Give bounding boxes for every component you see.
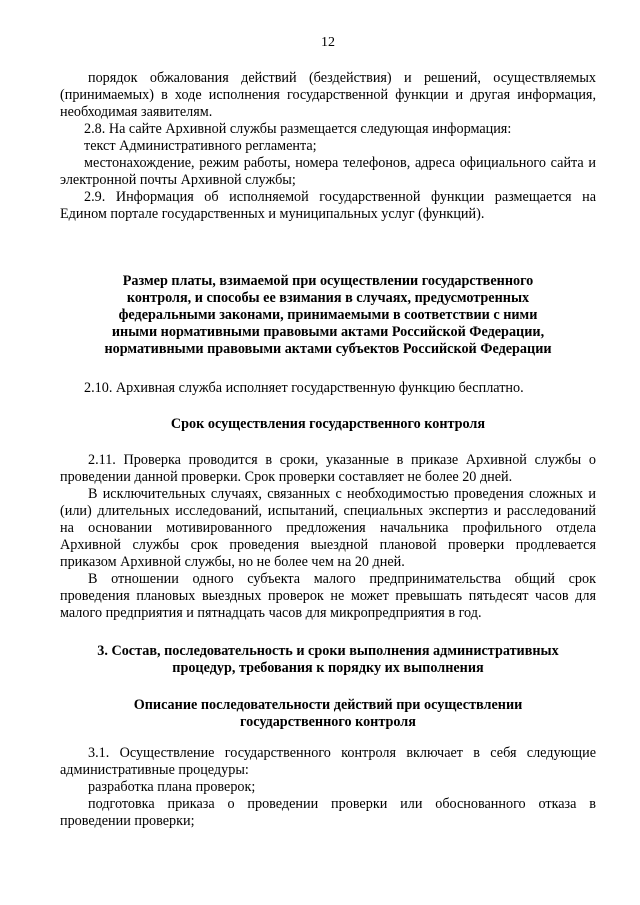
fee-heading-line: иными нормативными правовыми актами Российской Федерации, xyxy=(111,324,545,340)
page-number: 12 xyxy=(321,35,335,50)
paragraph-order-preparation: подготовка приказа о проведении проверки или обоснованного отказа в проведении проверки; xyxy=(60,796,596,829)
paragraph-2-9: 2.9. Информация об исполняемой государственной функции размещается на Едином портале государственных и муниципальных услуг (функций). xyxy=(60,189,596,222)
paragraph-2-11: 2.11. Проверка проводится в сроки, указанные в приказе Архивной службы о проведении данной проверки. Срок проверки составляет не более 20 дней. xyxy=(60,452,596,485)
section-3-heading-line: 3. Состав, последовательность и сроки выполнения административных xyxy=(97,643,559,659)
paragraph-2-10: 2.10. Архивная служба исполняет государственную функцию бесплатно. xyxy=(84,380,524,396)
description-heading-line: Описание последовательности действий при осуществлении xyxy=(133,697,523,713)
fee-heading xyxy=(60,273,596,358)
description-heading xyxy=(60,697,596,731)
fee-heading-line: Размер платы, взимаемой при осуществлении государственного xyxy=(122,273,534,289)
intro-block xyxy=(60,70,596,223)
paragraph-plan-development: разработка плана проверок; xyxy=(88,779,256,795)
fee-heading-line: контроля, и способы ее взимания в случаях, предусмотренных xyxy=(126,290,530,306)
paragraph-appeal-order: порядок обжалования действий (бездействия) и решений, осуществляемых (принимаемых) в ходе исполнения государственной функции и другая информация, необходимая заявителям. xyxy=(60,70,596,120)
procedures-block xyxy=(60,745,596,830)
description-heading-line: государственного контроля xyxy=(240,714,416,730)
term-block xyxy=(60,452,596,622)
paragraph-regulation-text: текст Административного регламента; xyxy=(84,138,317,154)
section-3-heading-line: процедур, требования к порядку их выполнения xyxy=(172,660,484,676)
paragraph-2-10-block xyxy=(60,380,596,397)
paragraph-small-business: В отношении одного субъекта малого предпринимательства общий срок проведения плановых выездных проверок не может превышать пятьдесят часов для малого предприятия и пятнадцать часов для микропредприятия в год. xyxy=(60,571,596,621)
paragraph-exceptional-cases: В исключительных случаях, связанных с необходимостью проведения сложных и (или) длительных исследований, испытаний, специальных экспертиз и расследований на основании мотивированного предложения начальника профильного отдела Архивной службы срок проведения выездной плановой проверки продлевается приказом Архивной службы, но не более чем на 20 дней. xyxy=(60,486,596,570)
term-heading-block xyxy=(60,416,596,433)
paragraph-3-1: 3.1. Осуществление государственного контроля включает в себя следующие административные процедуры: xyxy=(60,745,596,778)
fee-heading-line: федеральными законами, принимаемыми в соответствии с ними xyxy=(118,307,538,323)
fee-heading-line: нормативными правовыми актами субъектов Российской Федерации xyxy=(104,341,552,357)
paragraph-2-8: 2.8. На сайте Архивной службы размещается следующая информация: xyxy=(84,121,512,137)
paragraph-location-info: местонахождение, режим работы, номера телефонов, адреса официального сайта и электронной почты Архивной службы; xyxy=(60,155,596,188)
section-3-heading xyxy=(60,643,596,677)
term-heading: Срок осуществления государственного контроля xyxy=(170,416,486,432)
